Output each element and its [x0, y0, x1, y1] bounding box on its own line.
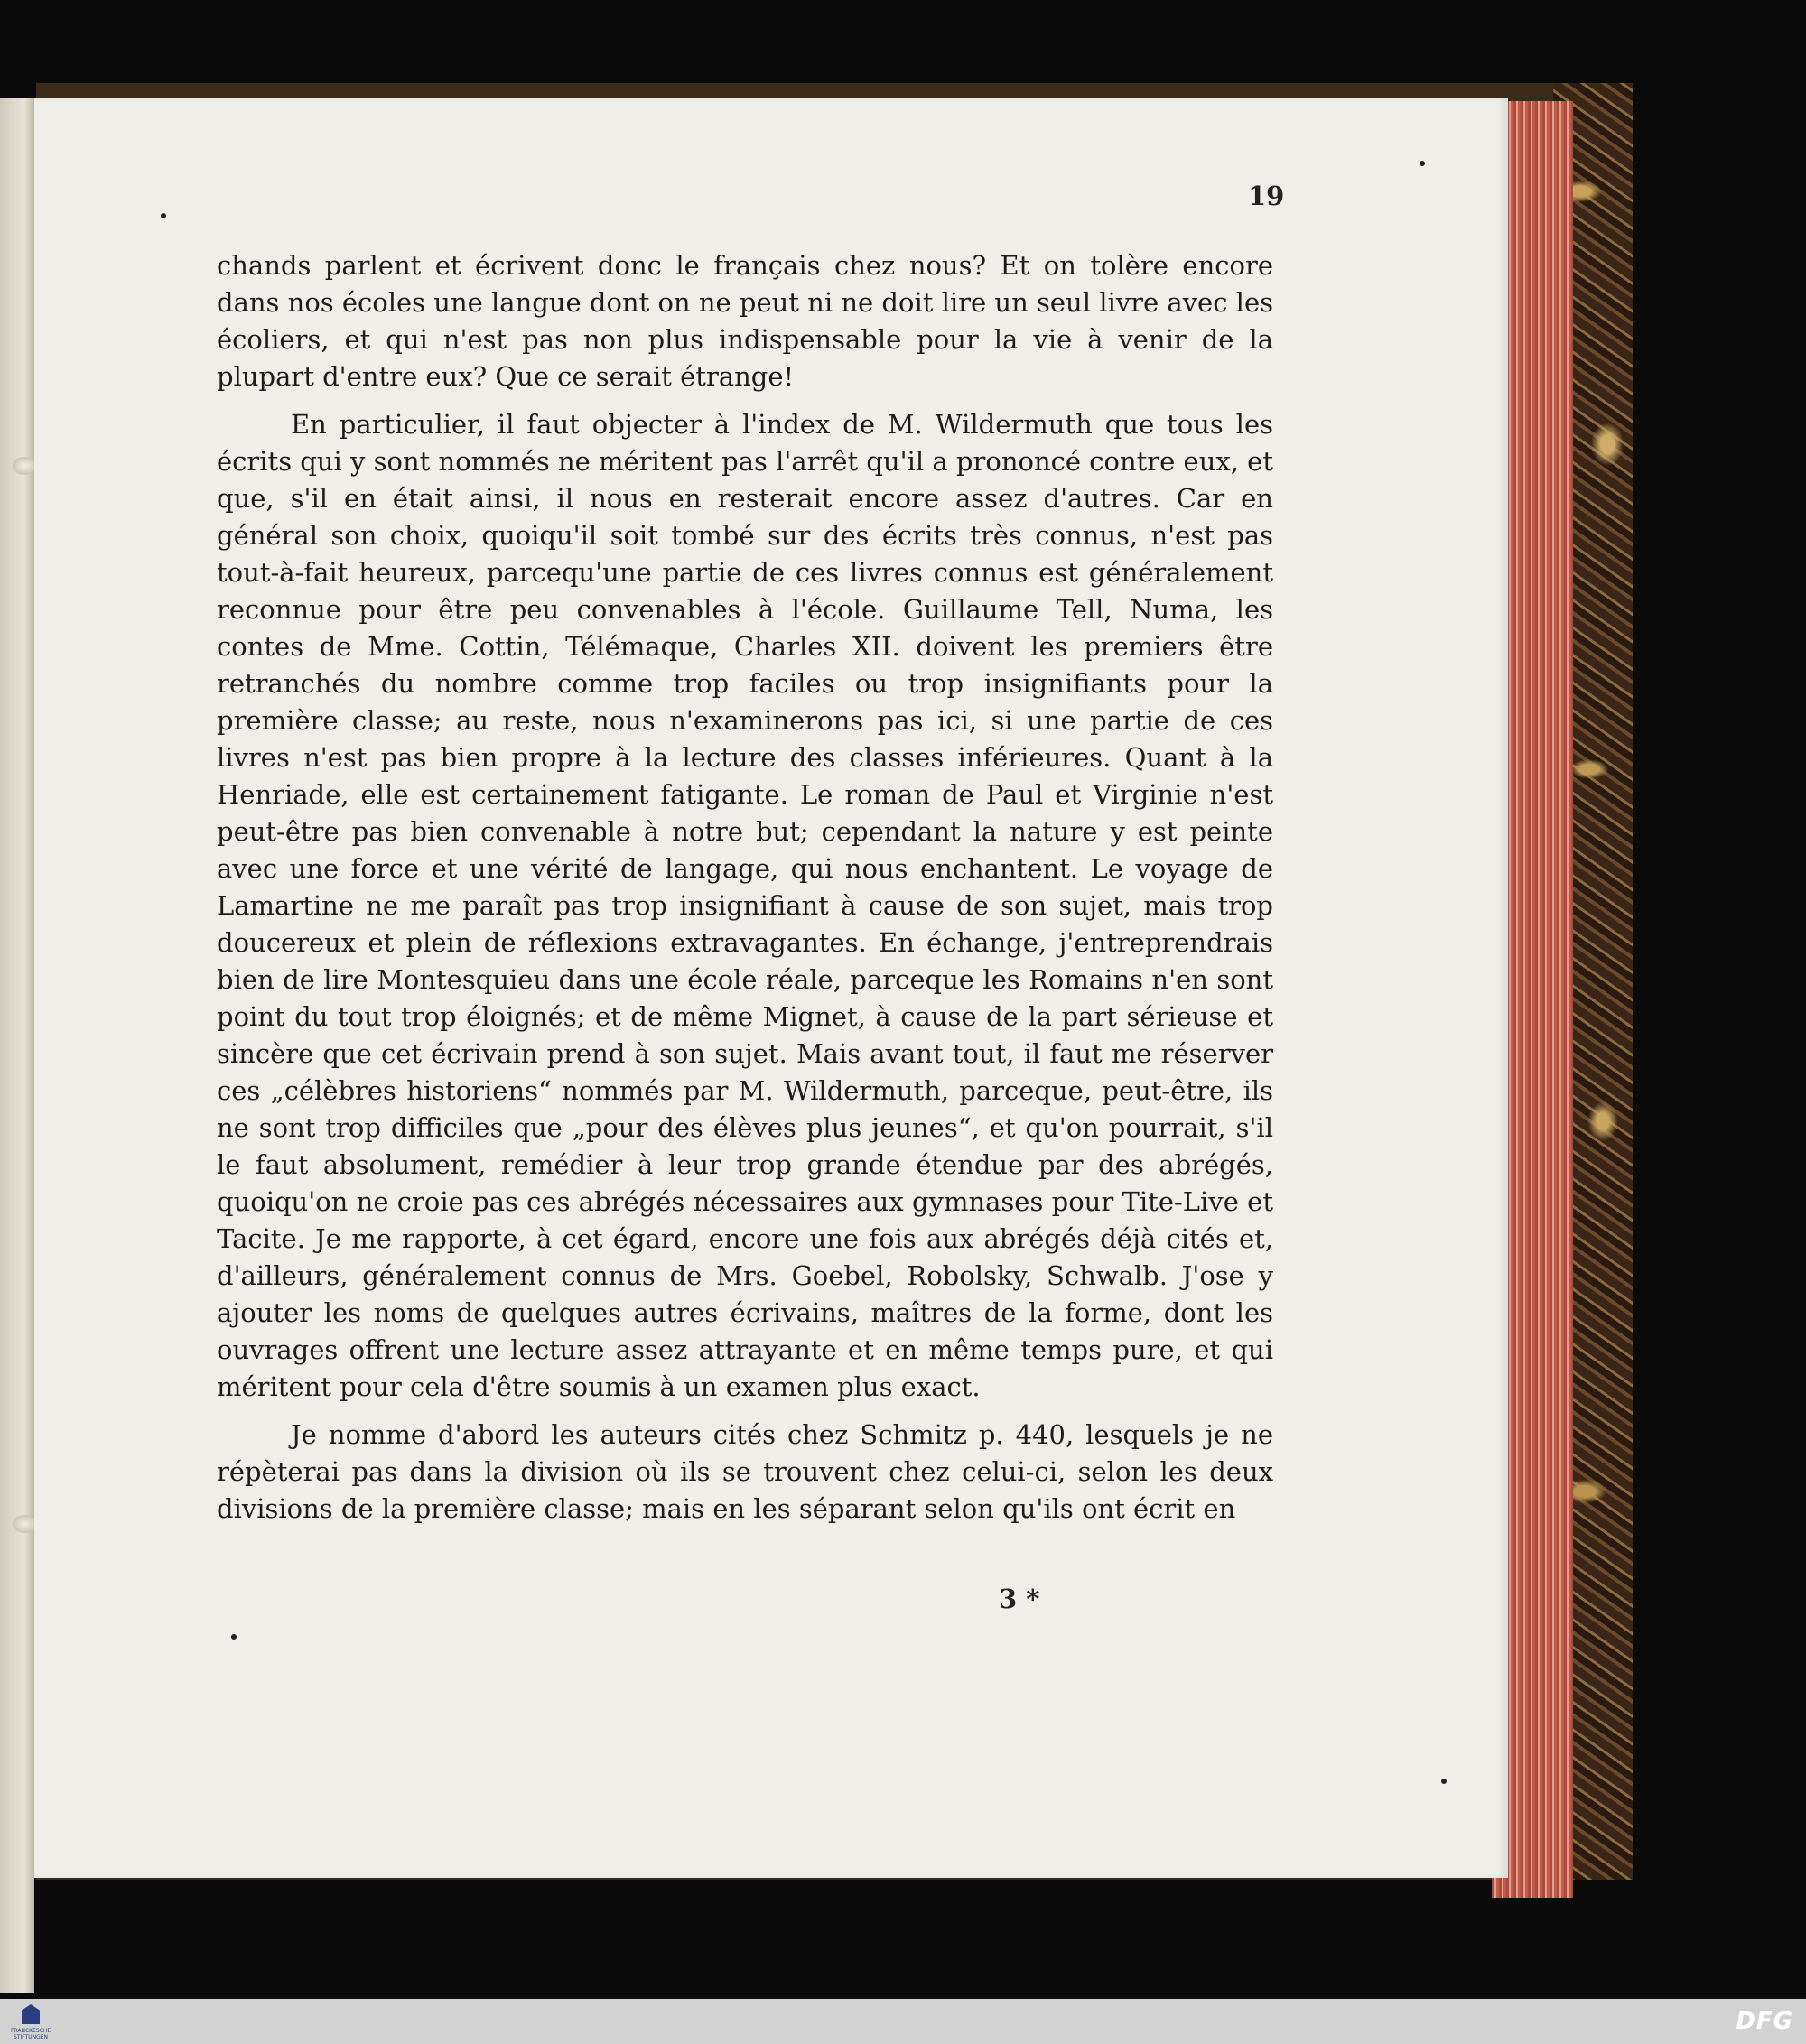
viewer-footer — [0, 1999, 1806, 2044]
speck — [1441, 1779, 1447, 1784]
paragraph: chands parlent et écrivent donc le français chez nous? Et on tolère encore dans nos écoles une langue dont on ne peut ni ne doit lire un seul livre avec les écoliers, et qui n'est pas non plus indispensable pour la vie à venir de la plupart d'entre eux? Que ce serait étrange! — [217, 250, 1273, 392]
binding-tab — [13, 1515, 36, 1533]
binding-tab — [13, 457, 36, 475]
signature-mark: 3 * — [999, 1584, 1040, 1614]
speck — [1420, 161, 1425, 166]
franckesche-logo[interactable] — [11, 2002, 51, 2040]
paragraph: En particulier, il faut objecter à l'index de M. Wildermuth que tous les écrits qui y sont nommés ne méritent pas l'arrêt qu'il a prononcé contre eux, et que, s'il en était ainsi, il nous en resterait encore assez d'autres. Car en général son choix, quoiqu'il soit tombé sur des écrits très connus, n'est pas tout-à-fait heureux, parcequ'une partie de ces livres connus est généralement reconnue pour être peu convenables à l'école. Guillaume Tell, Numa, les contes de Mme. Cottin, Télémaque, Charles XII. doivent les premiers être retranchés du nombre comme trop faciles ou trop insignifiants pour la première classe; au reste, nous n'examinerons pas ici, si une partie de ces livres n'est pas bien propre à la lecture des classes inférieures. Quant à la Henriade, elle est certainement fatigante. Le roman de Paul et Virginie n'est peut-être pas bien convenable à notre but; cependant la nature y est peinte avec une force et une vérité de langage, qui nous enchantent. Le voyage de Lamartine ne me paraît pas trop insignifiant à cause de son sujet, mais trop doucereux et plein de réflexions extravagantes. En échange, j'entreprendrais bien de lire Montesquieu dans une école réale, parceque les Romains n'en sont point du tout trop éloignés; et de même Mignet, à cause de la part sérieuse et sincère que cet écrivain prend à son sujet. Mais avant tout, il faut me réserver ces „célèbres historiens“ nommés par M. Wildermuth, parceque, peut-être, ils ne sont trop difficiles que „pour des élèves plus jeunes“, et qu'on pourrait, s'il le faut absolument, remédier à leur trop grande étendue par des abrégés, quoiqu'on ne croie pas ces abrégés nécessaires aux gymnases pour Tite-Live et Tacite. Je me rapporte, à cet égard, encore une fois aux abrégés déjà cités et, d'ailleurs, généralement connus de Mrs. Goebel, Robolsky, Schwalb. J'ose y ajouter les noms de quelques autres écrivains, maîtres de la forme, dont les ouvrages offrent une lecture assez attrayante et en même temps pure, et qui méritent pour cela d'être soumis à un examen plus exact. — [217, 409, 1273, 1402]
speck — [161, 213, 166, 218]
franckesche-logo-text: FRANCKESCHE STIFTUNGEN — [11, 2028, 51, 2040]
dfg-logo[interactable]: DFG — [1736, 2008, 1793, 2035]
building-icon — [22, 2004, 40, 2024]
page-number: 19 — [1248, 181, 1285, 211]
left-page-edge — [0, 98, 34, 1993]
body-text — [217, 247, 1273, 1538]
speck — [231, 1634, 237, 1640]
paragraph: Je nomme d'abord les auteurs cités chez Schmitz p. 440, lesquels je ne répèterai pas dans la division où ils se trouvent chez celui-ci, selon les deux divisions de la première classe; mais en les séparant selon qu'ils ont écrit en — [217, 1419, 1273, 1524]
